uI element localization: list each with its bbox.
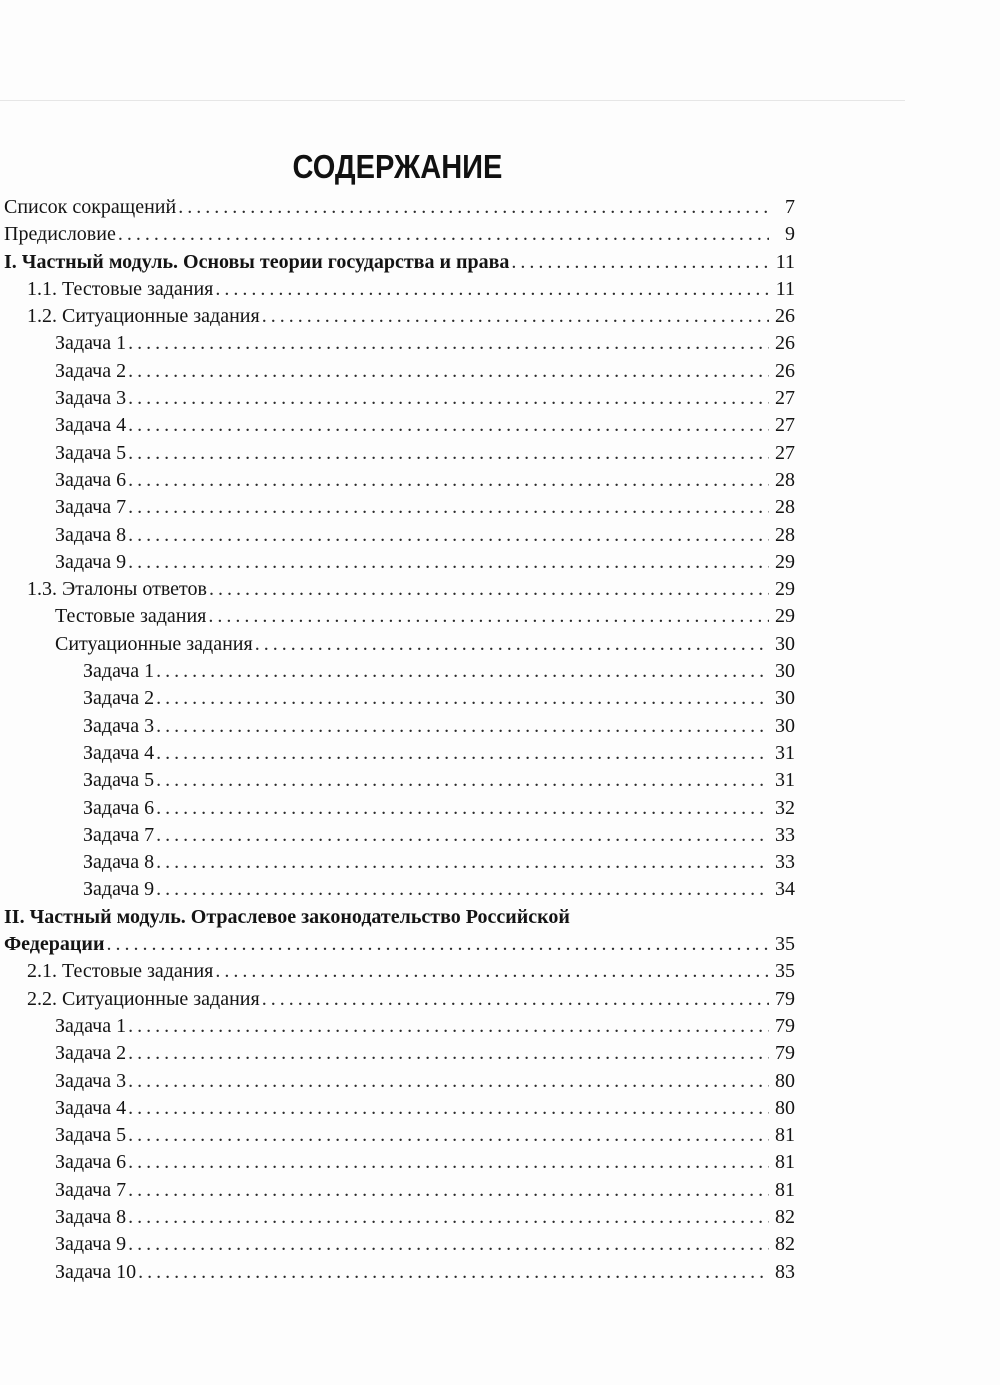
dot-leader [156, 849, 769, 876]
toc-entry[interactable] [0, 440, 795, 467]
toc-entry[interactable] [0, 1013, 795, 1040]
dot-leader [128, 440, 769, 467]
dot-leader [128, 1204, 769, 1231]
dot-leader [156, 822, 769, 849]
toc-entry[interactable] [0, 330, 795, 357]
toc-page-number: 26 [775, 332, 795, 355]
toc-entry[interactable] [0, 1040, 795, 1067]
toc-entry-label: Задача 10 [55, 1260, 137, 1283]
toc-entry-label: 2.1. Тестовые задания [27, 960, 214, 983]
toc-entry-label: Задача 7 [55, 496, 127, 519]
table-of-contents [0, 194, 795, 1286]
toc-entry-label: Задача 6 [55, 1151, 127, 1174]
dot-leader [156, 767, 769, 794]
dot-leader [128, 1095, 769, 1122]
toc-entry[interactable] [0, 1259, 795, 1286]
dot-leader [128, 1068, 769, 1095]
toc-page-number: 32 [775, 796, 795, 819]
toc-entry[interactable] [0, 576, 795, 603]
toc-entry[interactable] [0, 1231, 795, 1258]
toc-entry[interactable] [0, 713, 795, 740]
dot-leader [209, 576, 769, 603]
toc-page-number: 29 [775, 550, 795, 573]
toc-page-number: 34 [775, 878, 795, 901]
toc-entry-label: Задача 4 [55, 1096, 127, 1119]
toc-entry[interactable] [0, 658, 795, 685]
dot-leader [255, 631, 769, 658]
dot-leader [215, 958, 769, 985]
dot-leader [156, 685, 769, 712]
dot-leader [128, 494, 769, 521]
toc-page-number: 11 [775, 277, 795, 300]
dot-leader [262, 986, 769, 1013]
toc-page-number: 26 [775, 305, 795, 328]
toc-entry-label: Задача 7 [55, 1178, 127, 1201]
dot-leader [128, 330, 769, 357]
dot-leader [128, 1040, 769, 1067]
dot-leader [156, 795, 769, 822]
toc-entry-label: Задача 2 [83, 687, 155, 710]
dot-leader [128, 412, 769, 439]
toc-page-number: 31 [775, 769, 795, 792]
toc-page-number: 35 [775, 960, 795, 983]
toc-page-number: 9 [785, 223, 795, 246]
toc-entry-label: Ситуационные задания [55, 632, 253, 655]
dot-leader [128, 1149, 769, 1176]
toc-page-number: 27 [775, 441, 795, 464]
toc-entry-label: Задача 2 [55, 359, 127, 382]
toc-entry-label: 2.2. Ситуационные задания [27, 987, 260, 1010]
toc-entry[interactable] [0, 194, 795, 221]
toc-entry[interactable] [0, 986, 795, 1013]
toc-entry[interactable] [0, 249, 795, 276]
toc-page-number: 27 [775, 414, 795, 437]
page-title: СОДЕРЖАНИЕ [292, 148, 503, 185]
toc-entry-label: Задача 9 [55, 550, 127, 573]
toc-page-number: 30 [775, 660, 795, 683]
toc-page-number: 26 [775, 359, 795, 382]
toc-part-1 [0, 194, 795, 904]
toc-entry-label: Предисловие [4, 223, 116, 246]
toc-entry[interactable] [0, 303, 795, 330]
toc-entry-label: Задача 5 [55, 441, 127, 464]
dot-leader [128, 358, 769, 385]
toc-entry[interactable] [0, 1177, 795, 1204]
toc-entry-label: I. Частный модуль. Основы теории государства и права [4, 250, 510, 273]
toc-page-number: 81 [775, 1178, 795, 1201]
toc-entry-label: Задача 8 [83, 851, 155, 874]
toc-page-number: 82 [775, 1205, 795, 1228]
toc-entry[interactable] [0, 221, 795, 248]
toc-entry-label: Задача 5 [55, 1124, 127, 1147]
toc-entry[interactable] [0, 1204, 795, 1231]
dot-leader [156, 740, 769, 767]
toc-entry-label: Задача 6 [83, 796, 155, 819]
dot-leader [106, 931, 769, 958]
toc-entry-label: Задача 2 [55, 1042, 127, 1065]
toc-entry-label: Задача 9 [55, 1233, 127, 1256]
dot-leader [118, 221, 769, 248]
toc-page-number: 30 [775, 714, 795, 737]
toc-page-number: 29 [775, 578, 795, 601]
dot-leader [128, 1122, 769, 1149]
toc-page-number: 28 [775, 523, 795, 546]
toc-entry[interactable] [0, 467, 795, 494]
toc-entry[interactable] [0, 1095, 795, 1122]
toc-page-number: 81 [775, 1151, 795, 1174]
toc-entry[interactable] [0, 822, 795, 849]
dot-leader [208, 603, 769, 630]
dot-leader [128, 549, 769, 576]
toc-page-number: 33 [775, 851, 795, 874]
toc-entry[interactable] [0, 1149, 795, 1176]
bleed-through-rule [0, 100, 905, 101]
toc-page-number: 83 [775, 1260, 795, 1283]
dot-leader [128, 467, 769, 494]
dot-leader [156, 658, 769, 685]
toc-entry[interactable] [0, 1068, 795, 1095]
toc-entry-label: Тестовые задания [55, 605, 207, 628]
toc-entry-label: Список сокращений [4, 196, 177, 218]
toc-entry-label: Задача 8 [55, 523, 127, 546]
dot-leader [138, 1259, 769, 1286]
toc-section-2-row[interactable] [0, 931, 795, 958]
toc-page-number: 80 [775, 1096, 795, 1119]
toc-entry[interactable] [0, 740, 795, 767]
toc-entry[interactable] [0, 494, 795, 521]
toc-entry-label: Задача 3 [83, 714, 155, 737]
toc-entry[interactable] [0, 1122, 795, 1149]
toc-entry-label: Задача 3 [55, 387, 127, 410]
toc-section-2-heading: II. Частный модуль. Отраслевое законодательство Российской [4, 905, 570, 928]
toc-page-number: 28 [775, 468, 795, 491]
toc-page-number: 80 [775, 1069, 795, 1092]
toc-page-number: 31 [775, 741, 795, 764]
dot-leader [511, 249, 769, 276]
toc-entry-label: Задача 4 [83, 741, 155, 764]
toc-entry[interactable] [0, 358, 795, 385]
dot-leader [262, 303, 769, 330]
toc-entry-label: 1.3. Эталоны ответов [27, 578, 207, 601]
dot-leader [128, 522, 769, 549]
toc-page-number: 28 [775, 496, 795, 519]
toc-entry[interactable] [0, 603, 795, 630]
toc-entry[interactable] [0, 549, 795, 576]
toc-entry[interactable] [0, 849, 795, 876]
dot-leader [215, 276, 769, 303]
toc-entry[interactable] [0, 276, 795, 303]
toc-entry[interactable] [0, 876, 795, 903]
toc-page-number: 82 [775, 1233, 795, 1256]
toc-page-number: 30 [775, 687, 795, 710]
toc-page-number: 81 [775, 1124, 795, 1147]
toc-entry[interactable] [0, 958, 795, 985]
toc-page-number: 33 [775, 823, 795, 846]
dot-leader [156, 876, 769, 903]
dot-leader [156, 713, 769, 740]
toc-entry[interactable] [0, 631, 795, 658]
toc-entry[interactable] [0, 795, 795, 822]
dot-leader [128, 385, 769, 412]
toc-entry-label: 1.2. Ситуационные задания [27, 305, 260, 328]
toc-page-number: 79 [775, 1014, 795, 1037]
toc-entry-label: Федерации [4, 933, 105, 956]
toc-entry[interactable] [0, 522, 795, 549]
toc-entry-label: Задача 1 [55, 1014, 127, 1037]
toc-entry[interactable] [0, 385, 795, 412]
toc-entry[interactable] [0, 685, 795, 712]
toc-page-number: 11 [775, 250, 795, 273]
toc-page-number: 35 [775, 933, 795, 956]
toc-page-number: 29 [775, 605, 795, 628]
toc-entry-label: Задача 6 [55, 468, 127, 491]
toc-part-2 [0, 958, 795, 1286]
toc-entry-label: Задача 7 [83, 823, 155, 846]
toc-entry-label: Задача 9 [83, 878, 155, 901]
toc-entry-label: Задача 1 [83, 660, 155, 683]
dot-leader [128, 1013, 769, 1040]
dot-leader [128, 1177, 769, 1204]
toc-entry-label: Задача 3 [55, 1069, 127, 1092]
toc-page-number: 27 [775, 387, 795, 410]
toc-entry-label: Задача 5 [83, 769, 155, 792]
toc-entry-label: Задача 4 [55, 414, 127, 437]
toc-page-number: 7 [785, 196, 795, 218]
dot-leader [128, 1231, 769, 1258]
toc-entry-label: Задача 1 [55, 332, 127, 355]
toc-page-number: 79 [775, 1042, 795, 1065]
toc-entry-label: 1.1. Тестовые задания [27, 277, 214, 300]
toc-page-number: 79 [775, 987, 795, 1010]
toc-page-number: 30 [775, 632, 795, 655]
toc-entry[interactable] [0, 767, 795, 794]
toc-entry-label: Задача 8 [55, 1205, 127, 1228]
dot-leader [178, 194, 769, 221]
toc-entry[interactable] [0, 412, 795, 439]
